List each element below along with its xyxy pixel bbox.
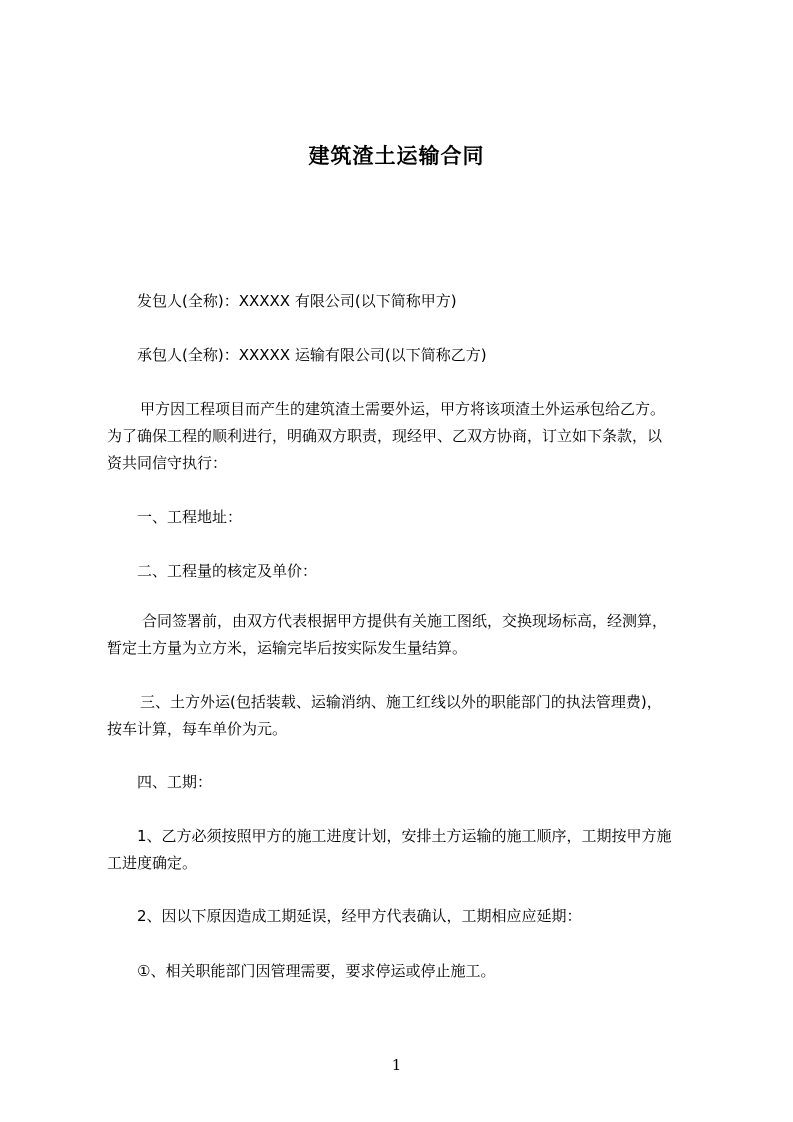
section-2-heading: 二、工程量的核定及单价： <box>137 562 318 580</box>
section-2-body-line-2: 暂定土方量为立方米，运输完毕后按实际发生量结算。 <box>107 639 468 657</box>
item-1-line-1: 1、乙方必须按照甲方的施工进度计划，安排土方运输的施工顺序，工期按甲方施 <box>137 827 672 845</box>
preamble-line-2: 为了确保工程的顺利进行，明确双方职责，现经甲、乙双方协商，订立如下条款，以 <box>107 427 663 445</box>
item-2-line: 2、因以下原因造成工期延误，经甲方代表确认，工期相应应延期： <box>137 907 582 925</box>
party-a-line: 发包人(全称)：XXXXX 有限公司(以下简称甲方) <box>137 292 457 310</box>
item-2-sub-1-line: ①、相关职能部门因管理需要，要求停运或停止施工。 <box>137 962 496 980</box>
party-b-line: 承包人(全称)：XXXXX 运输有限公司(以下简称乙方) <box>137 346 487 364</box>
section-3-line-2: 按车计算，每车单价为元。 <box>107 720 288 738</box>
page-number: 1 <box>391 1056 402 1074</box>
section-4-heading: 四、工期： <box>137 773 213 791</box>
section-3-line-1: 三、土方外运(包括装载、运输消纳、施工红线以外的职能部门的执法管理费)， <box>140 693 662 711</box>
item-1-line-2: 工进度确定。 <box>107 854 198 872</box>
document-title: 建筑渣土运输合同 <box>308 144 485 168</box>
preamble-line-1: 甲方因工程项目而产生的建筑渣土需要外运，甲方将该项渣土外运承包给乙方。 <box>140 400 666 418</box>
preamble-line-3: 资共同信守执行： <box>107 454 228 472</box>
section-2-body-line-1: 合同签署前，由双方代表根据甲方提供有关施工图纸，交换现场标高，经测算， <box>142 612 668 630</box>
section-1-heading: 一、工程地址： <box>137 508 243 526</box>
